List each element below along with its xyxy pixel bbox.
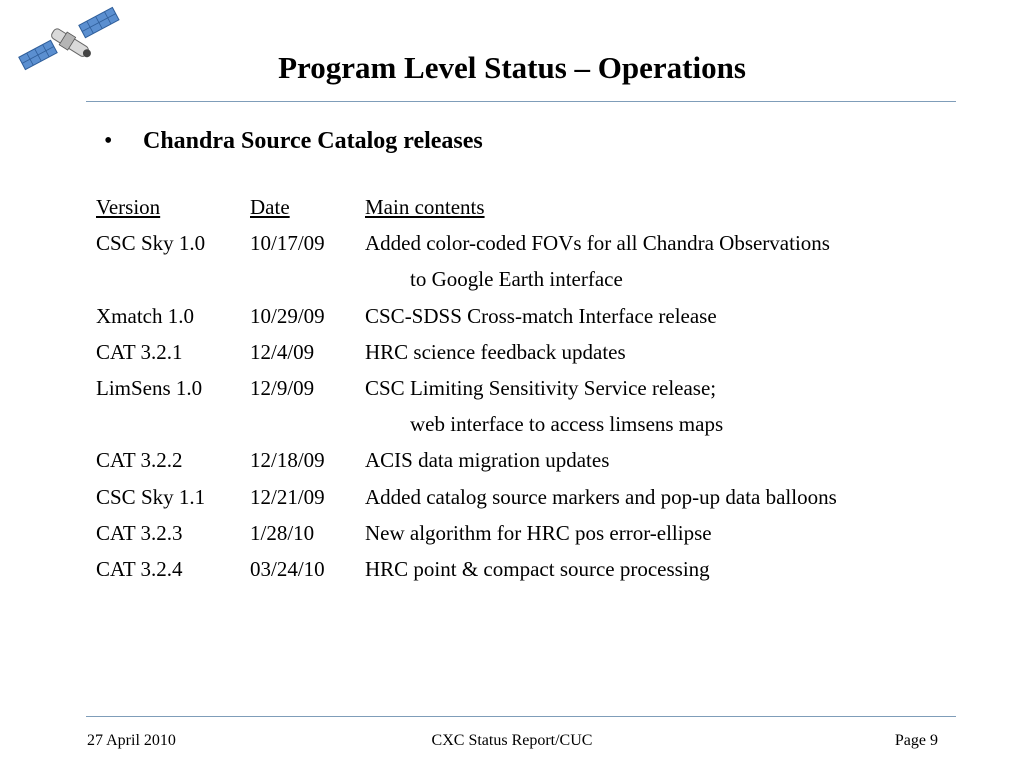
contents-cell: CSC Limiting Sensitivity Service release; [365,375,717,400]
contents-cell: HRC science feedback updates [365,339,626,364]
version-cell: CAT 3.2.4 [96,556,183,581]
date-cell: 12/18/09 [250,448,325,473]
version-cell: LimSens 1.0 [96,375,203,400]
contents-cell: Added catalog source markers and pop-up data balloons [365,484,837,509]
page-title: Program Level Status – Operations [278,50,746,85]
bullet-symbol: • [104,128,113,154]
footer-divider [86,716,956,717]
version-cell: CAT 3.2.1 [96,339,183,364]
bullet-text: Chandra Source Catalog releases [143,128,483,154]
date-cell: 12/21/09 [250,484,325,509]
footer-page-number: Page 9 [894,732,938,749]
date-cell: 10/29/09 [250,303,325,328]
footer-title: CXC Status Report/CUC [431,732,593,749]
contents-cell: to Google Earth interface [410,267,623,292]
header-divider [86,101,956,102]
version-cell: CSC Sky 1.0 [96,231,206,256]
bullet-item [104,128,483,155]
date-cell: 10/17/09 [250,231,325,256]
column-header-date: Date [250,195,290,219]
version-cell: CAT 3.2.3 [96,520,183,545]
date-cell: 12/4/09 [250,339,315,364]
footer-date: 27 April 2010 [87,732,176,749]
column-header-version: Version [96,195,161,219]
contents-cell: New algorithm for HRC pos error-ellipse [365,520,712,545]
contents-cell: HRC point & compact source processing [365,556,710,581]
date-cell: 12/9/09 [250,375,315,400]
version-cell: CSC Sky 1.1 [96,484,206,509]
date-cell: 03/24/10 [250,556,325,581]
contents-cell: Added color-coded FOVs for all Chandra Observations [365,231,830,256]
contents-cell: ACIS data migration updates [365,448,610,473]
version-cell: Xmatch 1.0 [96,303,194,328]
contents-cell: CSC-SDSS Cross-match Interface release [365,303,717,328]
column-header-contents: Main contents [365,195,485,219]
contents-cell: web interface to access limsens maps [410,412,724,437]
date-cell: 1/28/10 [250,520,315,545]
version-cell: CAT 3.2.2 [96,448,183,473]
